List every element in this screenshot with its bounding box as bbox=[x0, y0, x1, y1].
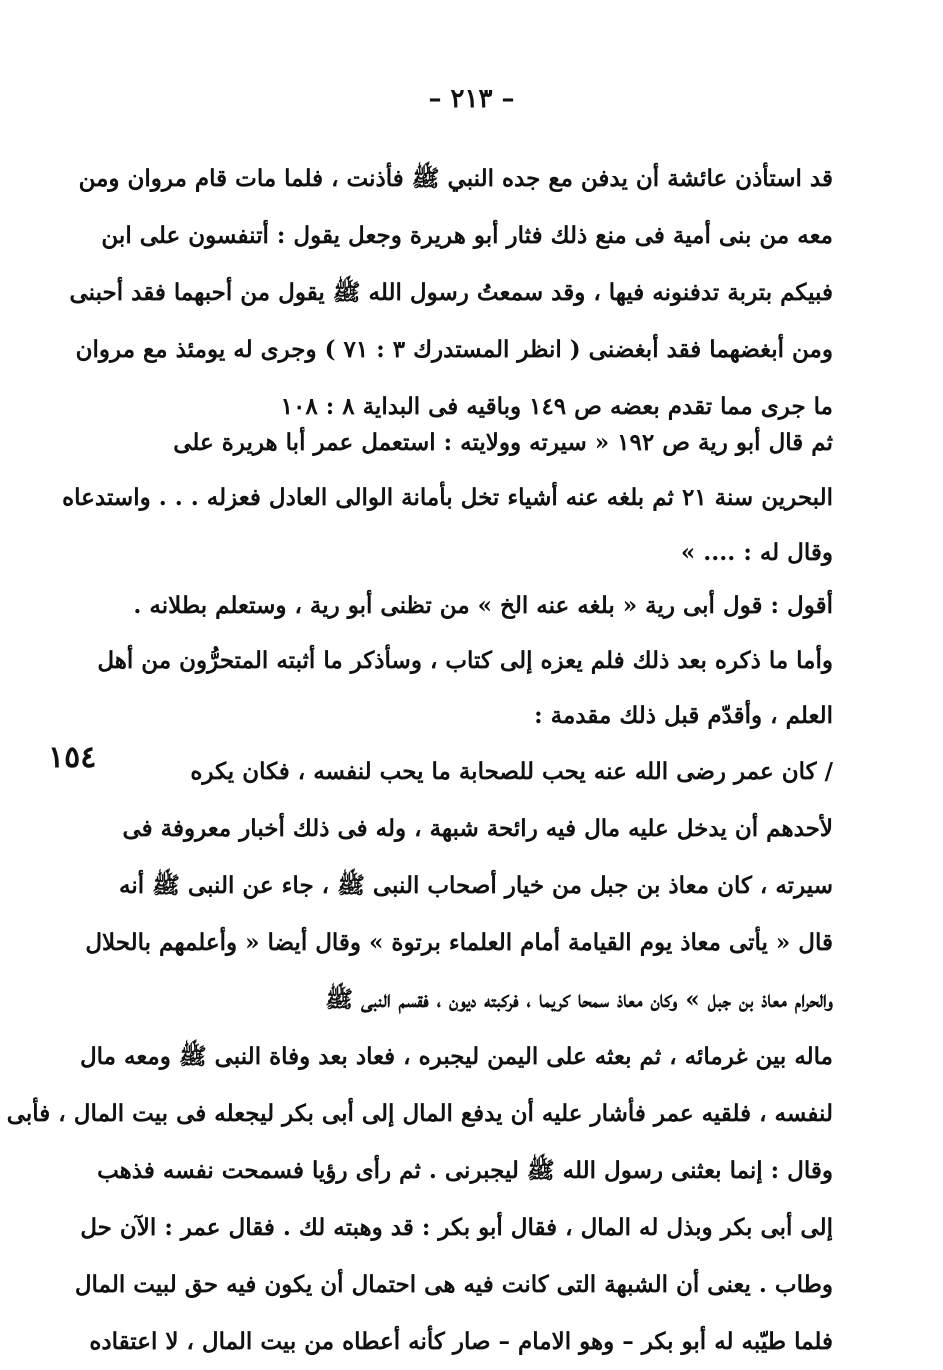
text-line: أقول : قول أبى رية « بلغه عنه الخ » من تظنى أبو رية ، وستعلم بطلانه . bbox=[133, 592, 833, 619]
paragraph-3 bbox=[97, 578, 833, 743]
text-line: قد استأذن عائشة أن يدفن مع جده النبي ﷺ فأذنت ، فلما مات قام مروان ومن bbox=[78, 165, 833, 192]
text-line: وقال : إنما بعثنى رسول الله ﷺ ليجبرنى . ثم رأى رؤيا فسمحت نفسه فذهب bbox=[97, 1157, 833, 1184]
text-line: لنفسه ، فلقيه عمر فأشار عليه أن يدفع المال إلى أبى بكر ليجعله فى بيت المال ، فأبى bbox=[6, 1100, 833, 1127]
margin-number: ١٥٤ bbox=[48, 740, 97, 775]
text-line: فبيكم بتربة تدفنونه فيها ، وقد سمعتُ رسول الله ﷺ يقول من أحبهما فقد أحبنى bbox=[69, 279, 833, 306]
text-line: سيرته ، كان معاذ بن جبل من خيار أصحاب النبى ﷺ ، جاء عن النبى ﷺ أنه bbox=[119, 872, 833, 899]
paragraph-1 bbox=[69, 150, 833, 435]
text-line: ماله بين غرمائه ، ثم بعثه على اليمن ليجبره ، فعاد بعد وفاة النبى ﷺ ومعه مال bbox=[79, 1043, 833, 1070]
text-line: وأما ما ذكره بعد ذلك فلم يعزه إلى كتاب ، وسأذكر ما أثبته المتحرُّون من أهل bbox=[97, 647, 833, 674]
text-line: وقال له : .... » bbox=[680, 539, 833, 566]
paragraph-2 bbox=[62, 415, 833, 580]
text-line: العلم ، وأقدّم قبل ذلك مقدمة : bbox=[534, 702, 833, 729]
text-line: ثم قال أبو رية ص ١٩٢ « سيرته وولايته : استعمل عمر أبا هريرة على bbox=[173, 429, 833, 456]
paragraph-4 bbox=[7, 743, 833, 1370]
text-line: والحرام معاذ بن جبل » وكان معاذ سمحا كريما ، فركبته ديون ، فقسم النبى ﷺ bbox=[325, 986, 833, 1013]
text-line: / كان عمر رضى الله عنه يحب للصحابة ما يحب لنفسه ، فكان يكره bbox=[190, 758, 833, 785]
text-line: وطاب . يعنى أن الشبهة التى كانت فيه هى احتمال أن يكون فيه حق لبيت المال bbox=[74, 1271, 833, 1298]
text-line: قال « يأتى معاذ يوم القيامة أمام العلماء برتوة » وقال أيضا « وأعلمهم بالحلال bbox=[85, 929, 833, 956]
text-line: ومن أبغضهما فقد أبغضنى ( انظر المستدرك ٣ : ٧١ ) وجرى له يومئذ مع مروان bbox=[75, 336, 833, 363]
text-line: فلما طيّبه له أبو بكر – وهو الامام – صار كأنه أعطاه من بيت المال ، لا اعتقاده bbox=[89, 1328, 833, 1355]
text-line: البحرين سنة ٢١ ثم بلغه عنه أشياء تخل بأمانة الوالى العادل فعزله . . . واستدعاه bbox=[62, 484, 833, 511]
text-line: معه من بنى أمية فى منع ذلك فثار أبو هريرة وجعل يقول : أتنفسون على ابن bbox=[101, 222, 833, 249]
text-line: لأحدهم أن يدخل عليه مال فيه رائحة شبهة ، وله فى ذلك أخبار معروفة فى bbox=[122, 815, 833, 842]
text-line: إلى أبى بكر وبذل له المال ، فقال أبو بكر : قد وهبته لك . فقال عمر : الآن حل bbox=[80, 1214, 833, 1241]
text-line: ما جرى مما تقدم بعضه ص ١٤٩ وباقيه فى البداية ٨ : ١٠٨ bbox=[280, 393, 833, 420]
page-number: – ٢١٣ – bbox=[428, 84, 515, 114]
